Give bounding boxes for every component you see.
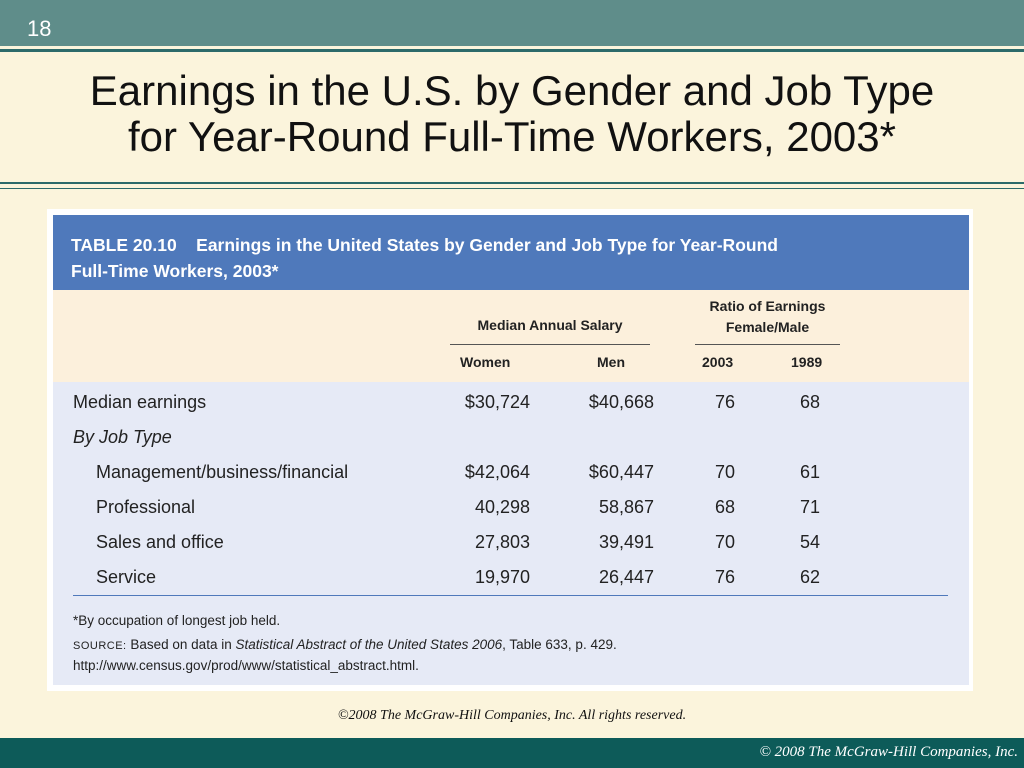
group-header-ratio-line-1: Ratio of Earnings — [709, 298, 826, 314]
cell-men: 26,447 — [598, 567, 654, 587]
source-text-post: , Table 633, p. 429. http://www.census.gov/prod/www/statistical_abstract.html. — [73, 637, 617, 673]
cell-ratio-2003: 76 — [714, 567, 736, 587]
cell-women: 27,803 — [474, 532, 530, 552]
source-tag: SOURCE: — [73, 640, 127, 652]
column-header-women: Women — [460, 354, 511, 370]
group-header-ratio-line-2: Female/Male — [725, 319, 810, 335]
group-rule-ratio — [695, 344, 840, 345]
group-header-salary: Median Annual Salary — [477, 317, 623, 333]
slide-title-line-2: for Year-Round Full-Time Workers, 2003* — [128, 113, 896, 160]
table-row — [0, 462, 1024, 492]
cell-women: $42,064 — [464, 462, 530, 482]
title-top-rule — [0, 49, 1024, 52]
cell-men: 58,867 — [598, 497, 654, 517]
cell-ratio-1989: 61 — [799, 462, 821, 482]
table-header — [53, 215, 969, 290]
cell-ratio-1989: 54 — [799, 532, 821, 552]
column-header-1989: 1989 — [791, 354, 823, 370]
slide-title — [0, 68, 1024, 160]
cell-women: 40,298 — [474, 497, 530, 517]
section-label: By Job Type — [73, 427, 172, 447]
row-label: Management/business/financial — [96, 462, 349, 482]
bar-copyright: © 2008 The McGraw-Hill Companies, Inc. — [759, 744, 1018, 760]
group-header-ratio — [680, 296, 855, 338]
row-label: Service — [96, 567, 157, 587]
group-rule-salary — [450, 344, 650, 345]
source-text-pre: Based on data in — [126, 637, 236, 652]
table-title-line-1: Earnings in the United States by Gender and Job Type for Year-Round — [196, 235, 778, 255]
table-label: TABLE 20.10 — [71, 235, 177, 255]
center-copyright: ©2008 The McGraw-Hill Companies, Inc. All rights reserved. — [337, 708, 687, 723]
cell-ratio-2003: 70 — [714, 462, 736, 482]
table-source — [73, 635, 953, 675]
table-row — [0, 532, 1024, 562]
cell-women: $30,724 — [464, 392, 530, 412]
cell-ratio-2003: 76 — [714, 392, 736, 412]
cell-women: 19,970 — [474, 567, 530, 587]
slide-number: 18 — [27, 16, 52, 41]
row-label: Sales and office — [96, 532, 224, 552]
table-row — [0, 567, 1024, 597]
cell-ratio-1989: 71 — [799, 497, 821, 517]
cell-ratio-2003: 70 — [714, 532, 736, 552]
slide-title-line-1: Earnings in the U.S. by Gender and Job Type — [89, 67, 935, 114]
row-label: Median earnings — [73, 392, 207, 412]
title-bottom-rule-thin — [0, 188, 1024, 189]
table-footer-rule — [73, 595, 948, 596]
cell-ratio-1989: 68 — [799, 392, 821, 412]
table-title-line-2: Full-Time Workers, 2003* — [71, 261, 279, 281]
cell-ratio-1989: 62 — [799, 567, 821, 587]
table-row — [0, 392, 1024, 422]
table-footnote: *By occupation of longest job held. — [73, 613, 281, 628]
source-publication: Statistical Abstract of the United States 2006 — [235, 637, 503, 652]
title-bottom-rule — [0, 182, 1024, 184]
cell-men: $40,668 — [588, 392, 654, 412]
column-header-men: Men — [597, 354, 625, 370]
table-row — [0, 497, 1024, 527]
cell-men: $60,447 — [588, 462, 654, 482]
table-title — [71, 232, 951, 284]
row-label: Professional — [96, 497, 196, 517]
column-header-2003: 2003 — [702, 354, 734, 370]
table-row — [0, 427, 1024, 457]
top-bar — [0, 0, 1024, 46]
cell-men: 39,491 — [598, 532, 654, 552]
cell-ratio-2003: 68 — [714, 497, 736, 517]
bottom-bar — [0, 738, 1024, 768]
